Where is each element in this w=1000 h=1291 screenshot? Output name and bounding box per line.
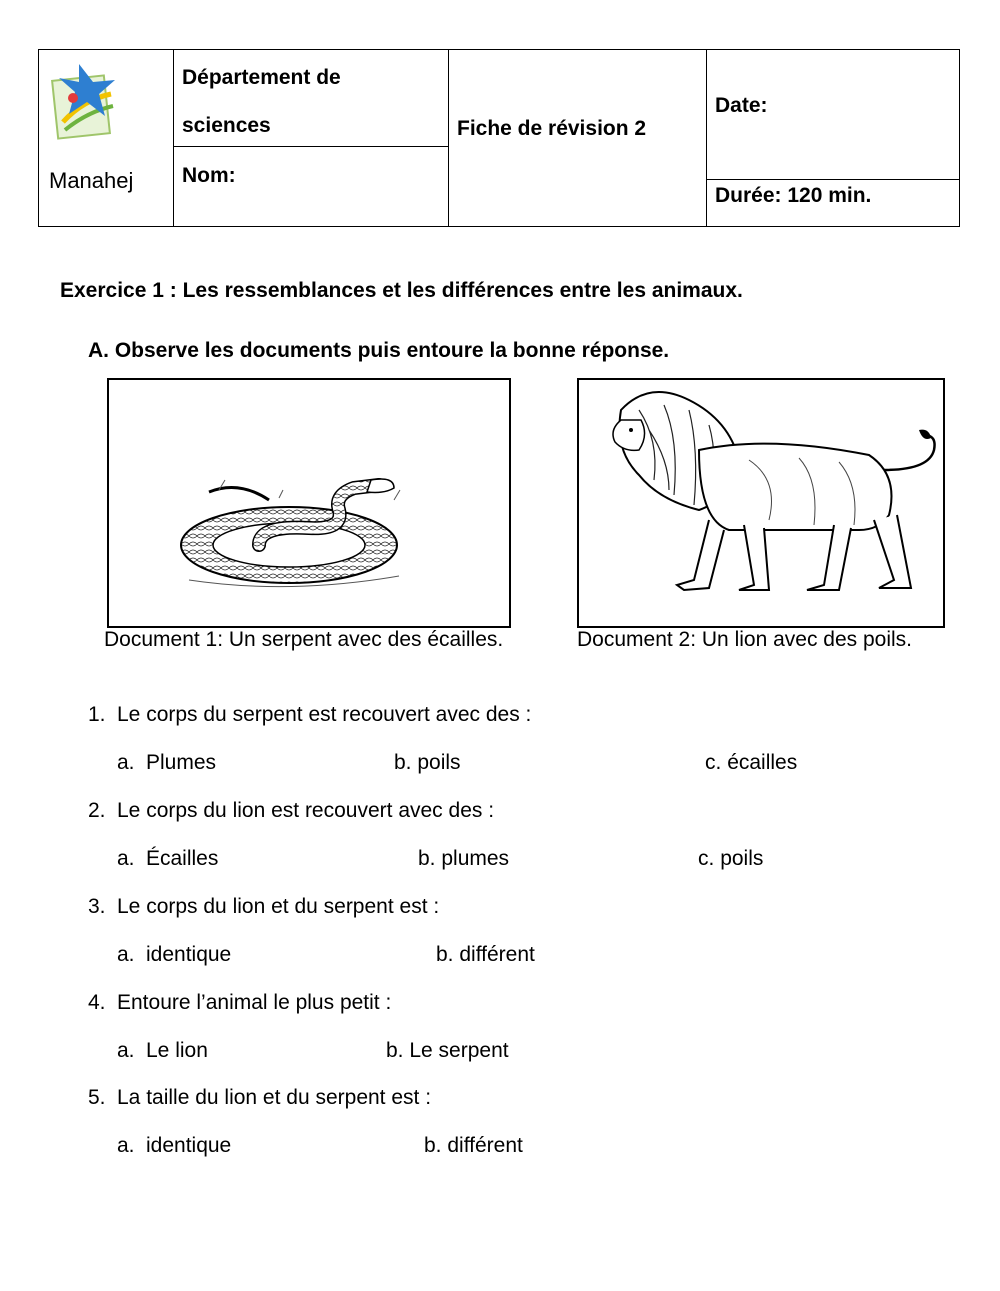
question-number: 3. (88, 895, 106, 918)
department-label (182, 50, 444, 146)
option-text: écailles (727, 751, 798, 774)
option-letter: a. (117, 943, 135, 966)
header-table (38, 49, 960, 227)
option-letter: b. (386, 1039, 404, 1062)
option-letter: c. (705, 751, 722, 774)
option-letter: b. (436, 943, 454, 966)
cell-divider (707, 179, 959, 180)
question-3 (88, 895, 439, 919)
question-1 (88, 703, 531, 727)
answer-option[interactable] (418, 847, 509, 871)
question-2 (88, 799, 494, 823)
question-text: Entoure l’animal le plus petit : (117, 991, 392, 1014)
document-2-caption: Document 2: Un lion avec des poils. (577, 628, 913, 651)
question-text: Le corps du lion est recouvert avec des : (117, 799, 495, 822)
option-text: identique (146, 943, 232, 966)
option-text: identique (146, 1134, 232, 1157)
sheet-title: Fiche de révision 2 (457, 117, 647, 140)
duration-label: Durée: 120 min. (715, 184, 872, 207)
option-text: différent (459, 943, 535, 966)
option-letter: a. (117, 847, 135, 870)
lion-illustration (579, 380, 945, 628)
header-title-cell (449, 50, 707, 226)
document-1-frame (107, 378, 511, 628)
document-2-frame (577, 378, 945, 628)
answer-option[interactable] (386, 1039, 509, 1063)
option-text: poils (417, 751, 461, 774)
option-letter: b. (394, 751, 412, 774)
option-letter: a. (117, 1039, 135, 1062)
answer-option[interactable] (705, 751, 797, 775)
question-text: La taille du lion et du serpent est : (117, 1086, 432, 1109)
option-text: différent (447, 1134, 523, 1157)
answer-option[interactable] (394, 751, 461, 775)
answer-option[interactable] (436, 943, 535, 967)
question-text: Le corps du lion et du serpent est : (117, 895, 440, 918)
question-5 (88, 1086, 431, 1110)
document-1-caption: Document 1: Un serpent avec des écailles. (104, 628, 504, 651)
department-line1: Département de (182, 66, 341, 89)
option-text: Le lion (146, 1039, 208, 1062)
option-text: Le serpent (409, 1039, 509, 1062)
header-department-cell (174, 50, 449, 226)
header-logo-cell (39, 50, 174, 226)
answer-option[interactable] (424, 1134, 523, 1158)
option-letter: a. (117, 751, 135, 774)
question-4 (88, 991, 391, 1015)
snake-illustration (109, 380, 511, 628)
option-letter: b. (424, 1134, 442, 1157)
answer-option[interactable] (117, 751, 216, 775)
department-line2: sciences (182, 114, 271, 137)
manahej-logo-icon (49, 60, 129, 140)
option-text: Plumes (146, 751, 217, 774)
option-letter: c. (698, 847, 715, 870)
option-text: plumes (441, 847, 510, 870)
date-label: Date: (715, 94, 768, 117)
org-name: Manahej (49, 168, 134, 193)
header-date-cell (707, 50, 959, 226)
answer-option[interactable] (117, 1039, 208, 1063)
option-letter: b. (418, 847, 436, 870)
option-text: poils (720, 847, 764, 870)
answer-option[interactable] (117, 1134, 231, 1158)
name-label: Nom: (182, 164, 236, 187)
answer-option[interactable] (117, 847, 218, 871)
question-number: 2. (88, 799, 106, 822)
option-letter: a. (117, 1134, 135, 1157)
exercise-title: Exercice 1 : Les ressemblances et les différences entre les animaux. (60, 279, 743, 302)
question-number: 5. (88, 1086, 106, 1109)
question-number: 1. (88, 703, 106, 726)
cell-divider (174, 146, 448, 147)
exercise-instruction: A. Observe les documents puis entoure la bonne réponse. (88, 339, 670, 362)
question-text: Le corps du serpent est recouvert avec des : (117, 703, 532, 726)
answer-option[interactable] (698, 847, 763, 871)
answer-option[interactable] (117, 943, 231, 967)
option-text: Écailles (146, 847, 219, 870)
question-number: 4. (88, 991, 106, 1014)
